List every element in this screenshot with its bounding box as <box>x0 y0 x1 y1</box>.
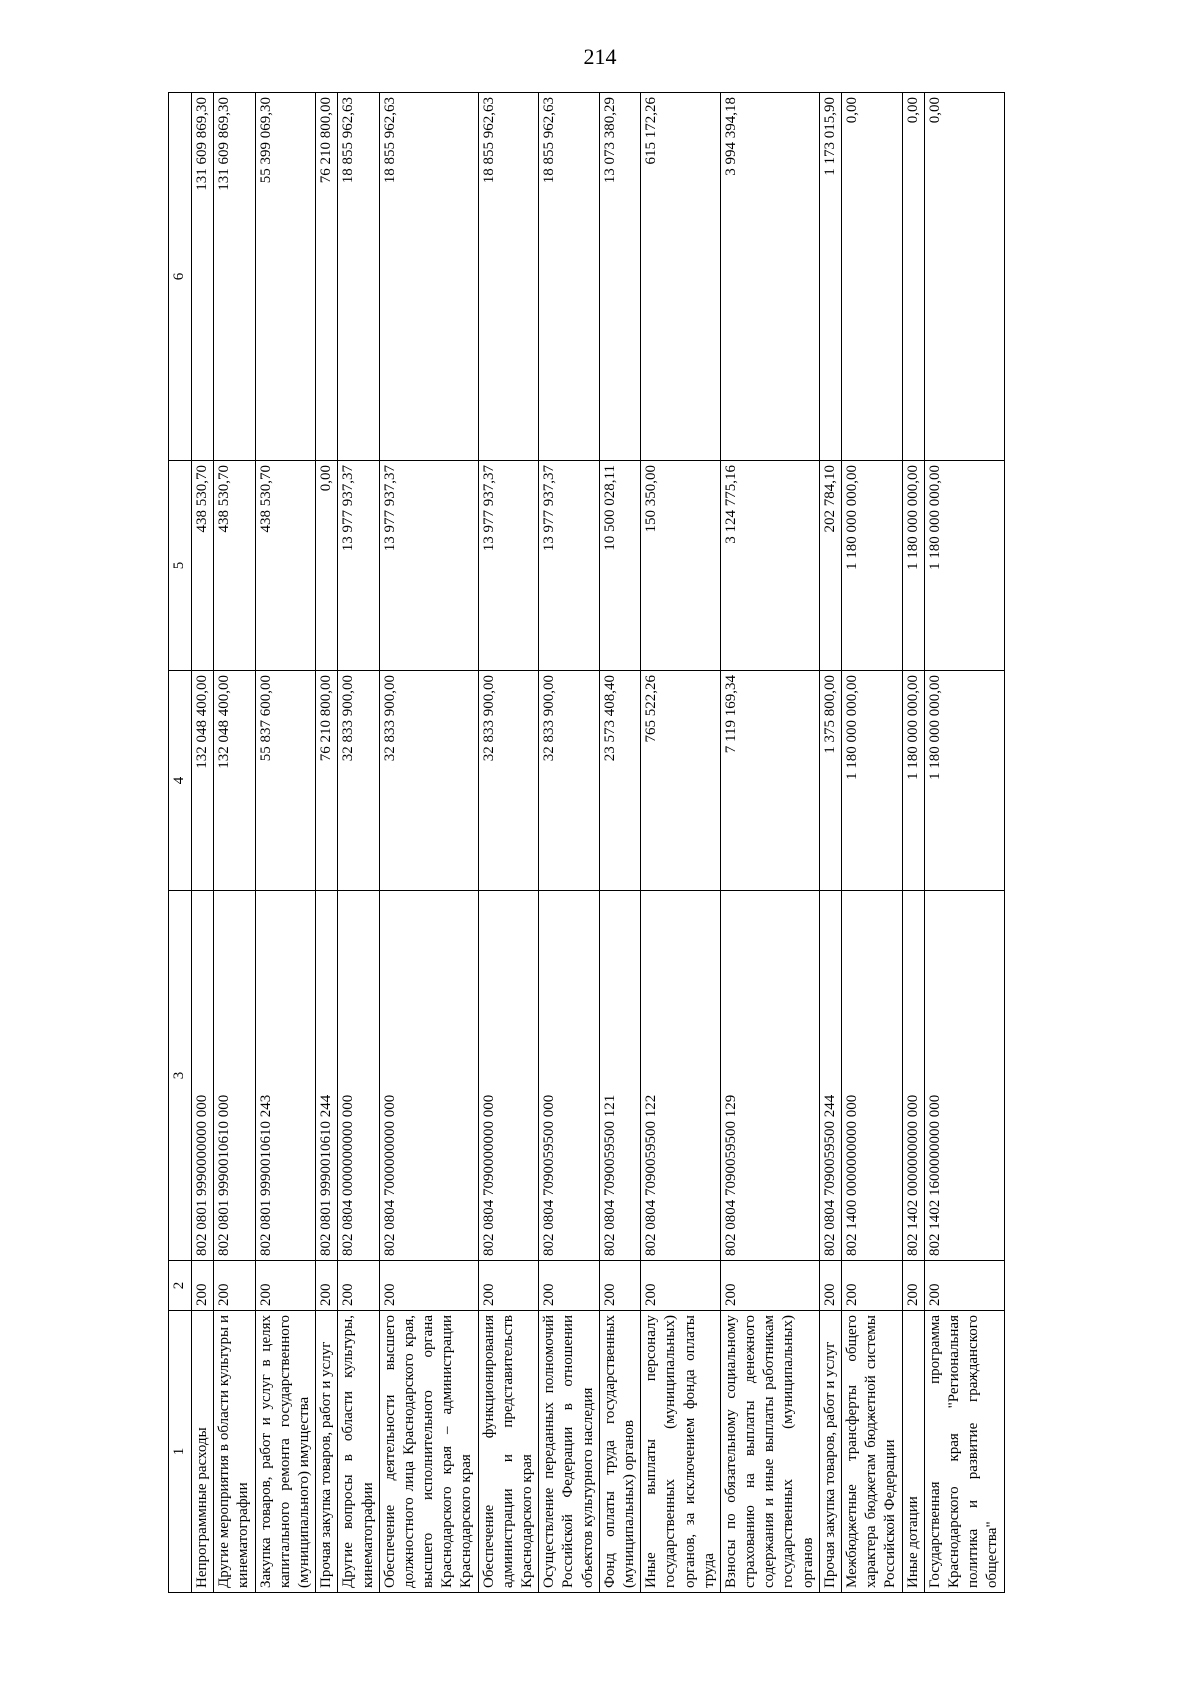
row-name: Непрограммные расходы <box>192 1311 214 1593</box>
row-value-6: 18 855 962,63 <box>539 93 600 461</box>
row-value-4: 765 522,26 <box>641 671 721 891</box>
row-value-4: 32 833 900,00 <box>539 671 600 891</box>
row-value-5: 13 977 937,37 <box>478 461 539 671</box>
table-row <box>316 93 338 1593</box>
row-code: 802 1402 1600000000 000 <box>924 891 1004 1261</box>
row-group: 200 <box>641 1261 721 1311</box>
row-value-6: 615 172,26 <box>641 93 721 461</box>
row-group: 200 <box>214 1261 255 1311</box>
row-value-4: 32 833 900,00 <box>379 671 478 891</box>
row-code: 802 1400 0000000000 000 <box>842 891 903 1261</box>
row-value-4: 132 048 400,00 <box>214 671 255 891</box>
row-value-5: 13 977 937,37 <box>338 461 379 671</box>
row-code: 802 0804 0000000000 000 <box>338 891 379 1261</box>
row-value-5: 438 530,70 <box>192 461 214 671</box>
row-name: Обеспечение деятельности высшего должностного лица Краснодарского края, высшего исполнительного органа Краснодарского края – администрации Краснодарского края <box>379 1311 478 1593</box>
row-code: 802 0804 7090059500 122 <box>641 891 721 1261</box>
row-value-6: 131 609 869,30 <box>192 93 214 461</box>
row-value-6: 0,00 <box>842 93 903 461</box>
row-group: 200 <box>842 1261 903 1311</box>
row-name: Прочая закупка товаров, работ и услуг <box>819 1311 841 1593</box>
row-code: 802 0804 7090000000 000 <box>478 891 539 1261</box>
row-code: 802 1402 0000000000 000 <box>902 891 924 1261</box>
page-number: 214 <box>583 44 617 69</box>
row-group: 200 <box>316 1261 338 1311</box>
row-value-5: 1 180 000 000,00 <box>842 461 903 671</box>
row-value-4: 1 375 800,00 <box>819 671 841 891</box>
column-header: 2 <box>169 1261 192 1311</box>
row-name: Взносы по обязательному социальному страхованию на выплаты денежного содержания и иные выплаты работникам государственных (муниципальных) органов <box>720 1311 819 1593</box>
budget-table <box>168 92 1005 1593</box>
row-value-6: 0,00 <box>902 93 924 461</box>
table-row <box>338 93 379 1593</box>
table-row <box>478 93 539 1593</box>
row-value-5: 1 180 000 000,00 <box>924 461 1004 671</box>
table-row <box>599 93 640 1593</box>
column-header: 3 <box>169 891 192 1261</box>
row-value-4: 55 837 600,00 <box>255 671 316 891</box>
row-value-6: 76 210 800,00 <box>316 93 338 461</box>
row-value-4: 76 210 800,00 <box>316 671 338 891</box>
row-value-4: 1 180 000 000,00 <box>924 671 1004 891</box>
table-row <box>924 93 1004 1593</box>
row-name: Прочая закупка товаров, работ и услуг <box>316 1311 338 1593</box>
row-group: 200 <box>902 1261 924 1311</box>
row-value-5: 10 500 028,11 <box>599 461 640 671</box>
row-value-4: 1 180 000 000,00 <box>902 671 924 891</box>
row-value-4: 23 573 408,40 <box>599 671 640 891</box>
row-group: 200 <box>478 1261 539 1311</box>
row-group: 200 <box>599 1261 640 1311</box>
row-value-6: 131 609 869,30 <box>214 93 255 461</box>
row-name: Другие вопросы в области культуры, кинематографии <box>338 1311 379 1593</box>
row-code: 802 0804 7090059500 121 <box>599 891 640 1261</box>
row-value-6: 13 073 380,29 <box>599 93 640 461</box>
row-value-5: 202 784,10 <box>819 461 841 671</box>
row-code: 802 0801 9990010610 243 <box>255 891 316 1261</box>
row-group: 200 <box>819 1261 841 1311</box>
row-group: 200 <box>255 1261 316 1311</box>
column-header: 4 <box>169 671 192 891</box>
column-header: 1 <box>169 1311 192 1593</box>
row-name: Осуществление переданных полномочий Российской Федерации в отношении объектов культурного наследия <box>539 1311 600 1593</box>
row-value-6: 3 994 394,18 <box>720 93 819 461</box>
column-header: 6 <box>169 93 192 461</box>
row-name: Другие мероприятия в области культуры и кинематографии <box>214 1311 255 1593</box>
row-group: 200 <box>192 1261 214 1311</box>
column-header: 5 <box>169 461 192 671</box>
row-group: 200 <box>924 1261 1004 1311</box>
table-row <box>255 93 316 1593</box>
row-code: 802 0804 7090059500 244 <box>819 891 841 1261</box>
row-group: 200 <box>379 1261 478 1311</box>
row-name: Иные дотации <box>902 1311 924 1593</box>
rotated-table-container <box>168 93 1048 1593</box>
row-name: Государственная программа Краснодарского края "Региональная политика и развитие гражданского общества" <box>924 1311 1004 1593</box>
row-group: 200 <box>338 1261 379 1311</box>
row-value-4: 32 833 900,00 <box>478 671 539 891</box>
row-value-6: 0,00 <box>924 93 1004 461</box>
row-name: Закупка товаров, работ и услуг в целях капитального ремонта государственного (муниципального) имущества <box>255 1311 316 1593</box>
row-name: Межбюджетные трансферты общего характера бюджетам бюджетной системы Российской Федерации <box>842 1311 903 1593</box>
row-code: 802 0801 9990010610 000 <box>214 891 255 1261</box>
row-value-6: 55 399 069,30 <box>255 93 316 461</box>
table-row <box>842 93 903 1593</box>
row-value-4: 1 180 000 000,00 <box>842 671 903 891</box>
row-value-5: 438 530,70 <box>255 461 316 671</box>
table-row <box>902 93 924 1593</box>
row-value-5: 3 124 775,16 <box>720 461 819 671</box>
row-value-4: 32 833 900,00 <box>338 671 379 891</box>
table-header-row <box>169 93 192 1593</box>
table-row <box>539 93 600 1593</box>
row-group: 200 <box>720 1261 819 1311</box>
row-value-4: 7 119 169,34 <box>720 671 819 891</box>
row-value-5: 13 977 937,37 <box>539 461 600 671</box>
row-value-4: 132 048 400,00 <box>192 671 214 891</box>
row-value-6: 18 855 962,63 <box>478 93 539 461</box>
row-name: Иные выплаты персоналу государственных (муниципальных) органов, за исключением фонда оплаты труда <box>641 1311 721 1593</box>
row-value-6: 1 173 015,90 <box>819 93 841 461</box>
row-value-5: 438 530,70 <box>214 461 255 671</box>
row-code: 802 0801 9990010610 244 <box>316 891 338 1261</box>
row-value-6: 18 855 962,63 <box>338 93 379 461</box>
row-name: Обеспечение функционирования администрации и представительств Краснодарского края <box>478 1311 539 1593</box>
row-code: 802 0804 7090059500 129 <box>720 891 819 1261</box>
row-value-5: 0,00 <box>316 461 338 671</box>
table-row <box>819 93 841 1593</box>
row-code: 802 0801 9990000000 000 <box>192 891 214 1261</box>
row-name: Фонд оплаты труда государственных (муниципальных) органов <box>599 1311 640 1593</box>
row-value-5: 150 350,00 <box>641 461 721 671</box>
table-row <box>641 93 721 1593</box>
row-value-5: 13 977 937,37 <box>379 461 478 671</box>
row-code: 802 0804 7000000000 000 <box>379 891 478 1261</box>
table-row <box>720 93 819 1593</box>
row-value-5: 1 180 000 000,00 <box>902 461 924 671</box>
table-row <box>214 93 255 1593</box>
row-value-6: 18 855 962,63 <box>379 93 478 461</box>
row-code: 802 0804 7090059500 000 <box>539 891 600 1261</box>
table-row <box>192 93 214 1593</box>
table-row <box>379 93 478 1593</box>
row-group: 200 <box>539 1261 600 1311</box>
